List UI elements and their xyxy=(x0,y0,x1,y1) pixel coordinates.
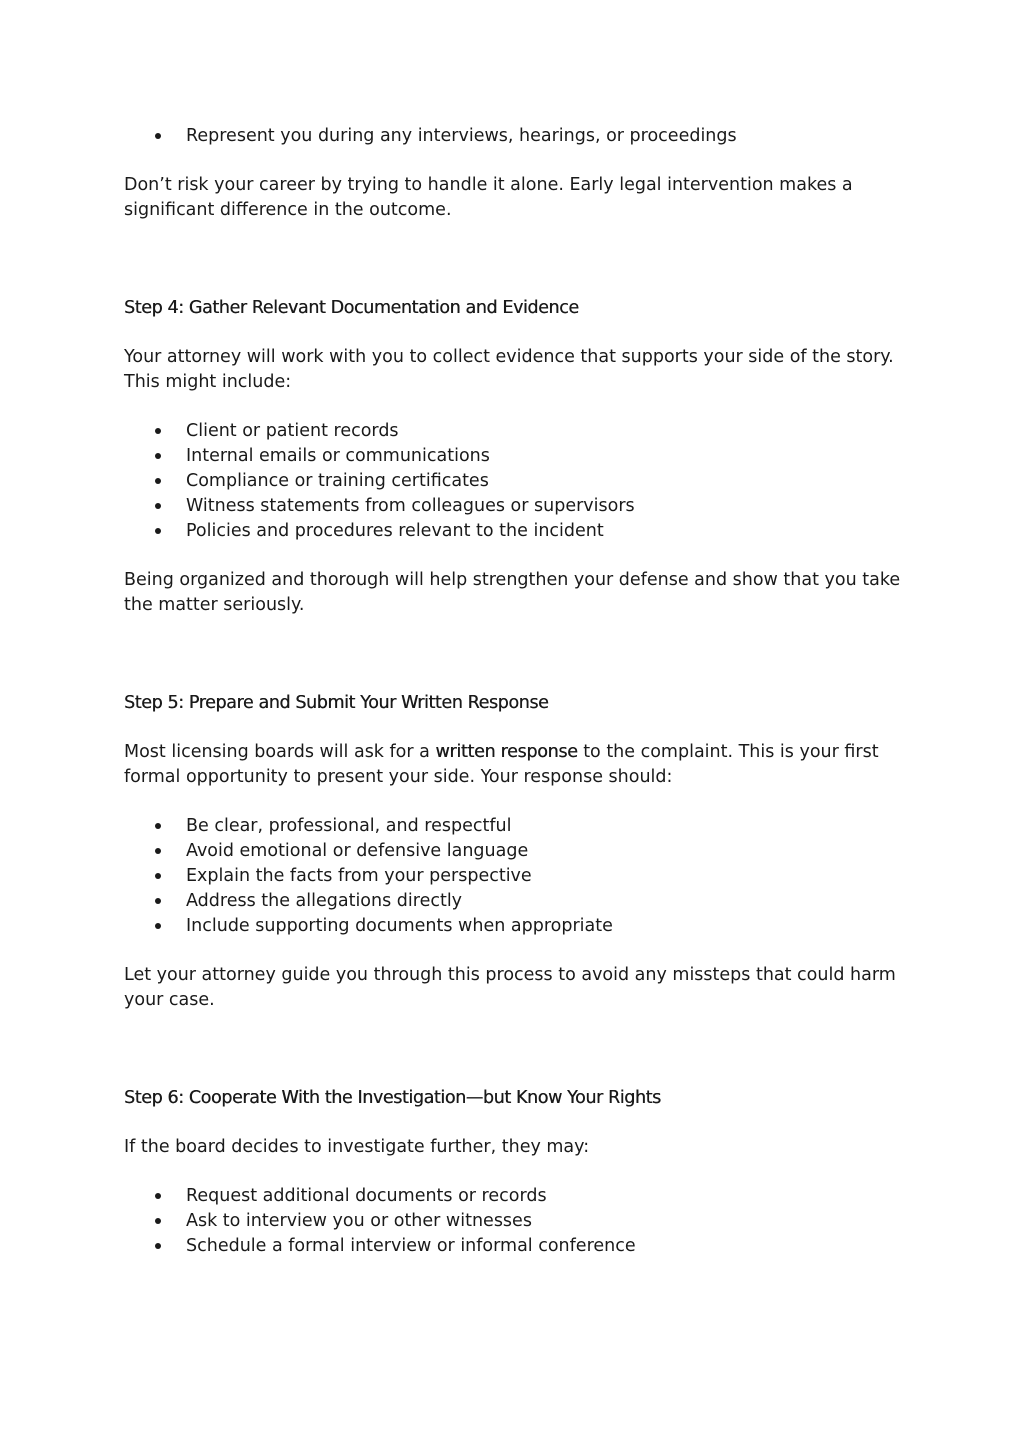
list-item-text: Be clear, professional, and respectful xyxy=(186,816,512,836)
list-item xyxy=(124,419,904,444)
list-item-text: Schedule a formal interview or informal conference xyxy=(186,1236,636,1256)
bullet-icon xyxy=(155,428,161,434)
list-item xyxy=(124,1234,904,1259)
bullet-icon xyxy=(155,923,161,929)
step5-intro-text-before: Most licensing boards will ask for a xyxy=(124,742,436,762)
bullet-icon xyxy=(155,823,161,829)
intro-bullet-list xyxy=(124,124,904,149)
list-item-text: Address the allegations directly xyxy=(186,891,463,911)
step5-intro-text-after: to the complaint. This is your first formal opportunity to present your side. Your response should: xyxy=(124,742,879,787)
bullet-icon xyxy=(155,478,161,484)
step4-intro-paragraph: Your attorney will work with you to collect evidence that supports your side of the story. This might include: xyxy=(124,347,894,392)
intro-paragraph: Don’t risk your career by trying to handle it alone. Early legal intervention makes a significant difference in the outcome. xyxy=(124,175,853,220)
step5-closing-paragraph: Let your attorney guide you through this process to avoid any missteps that could harm your case. xyxy=(124,965,896,1010)
list-item-text: Explain the facts from your perspective xyxy=(186,866,532,886)
list-item-text: Represent you during any interviews, hearings, or proceedings xyxy=(186,126,737,146)
list-item xyxy=(124,469,904,494)
bullet-icon xyxy=(155,133,161,139)
bullet-icon xyxy=(155,873,161,879)
list-item xyxy=(124,914,904,939)
bullet-icon xyxy=(155,1218,161,1224)
step4-bullet-list xyxy=(124,419,904,544)
list-item xyxy=(124,519,904,544)
step4-heading: Step 4: Gather Relevant Documentation and Evidence xyxy=(124,298,579,318)
list-item-text: Compliance or training certificates xyxy=(186,471,489,491)
list-item xyxy=(124,864,904,889)
list-item xyxy=(124,1209,904,1234)
step5-bullet-list xyxy=(124,814,904,939)
list-item-text: Request additional documents or records xyxy=(186,1186,547,1206)
bullet-icon xyxy=(155,453,161,459)
bullet-icon xyxy=(155,1193,161,1199)
step6-intro-paragraph: If the board decides to investigate further, they may: xyxy=(124,1137,590,1157)
list-item xyxy=(124,494,904,519)
list-item-text: Witness statements from colleagues or supervisors xyxy=(186,496,635,516)
document-page xyxy=(124,124,904,1259)
step4-closing-paragraph: Being organized and thorough will help strengthen your defense and show that you take the matter seriously. xyxy=(124,570,901,615)
list-item xyxy=(124,839,904,864)
step5-intro-paragraph xyxy=(124,740,904,790)
step6-bullet-list xyxy=(124,1184,904,1259)
list-item-text: Client or patient records xyxy=(186,421,399,441)
bullet-icon xyxy=(155,898,161,904)
list-item xyxy=(124,1184,904,1209)
list-item-text: Avoid emotional or defensive language xyxy=(186,841,529,861)
bullet-icon xyxy=(155,1243,161,1249)
list-item xyxy=(124,889,904,914)
step6-heading: Step 6: Cooperate With the Investigation—but Know Your Rights xyxy=(124,1088,661,1108)
bullet-icon xyxy=(155,528,161,534)
bullet-icon xyxy=(155,848,161,854)
step5-heading: Step 5: Prepare and Submit Your Written Response xyxy=(124,693,549,713)
list-item-text: Include supporting documents when appropriate xyxy=(186,916,613,936)
written-response-emphasis: written response xyxy=(435,742,578,762)
list-item-text: Policies and procedures relevant to the incident xyxy=(186,521,604,541)
list-item xyxy=(124,814,904,839)
list-item xyxy=(124,444,904,469)
bullet-icon xyxy=(155,503,161,509)
list-item xyxy=(124,124,904,149)
list-item-text: Internal emails or communications xyxy=(186,446,490,466)
list-item-text: Ask to interview you or other witnesses xyxy=(186,1211,532,1231)
